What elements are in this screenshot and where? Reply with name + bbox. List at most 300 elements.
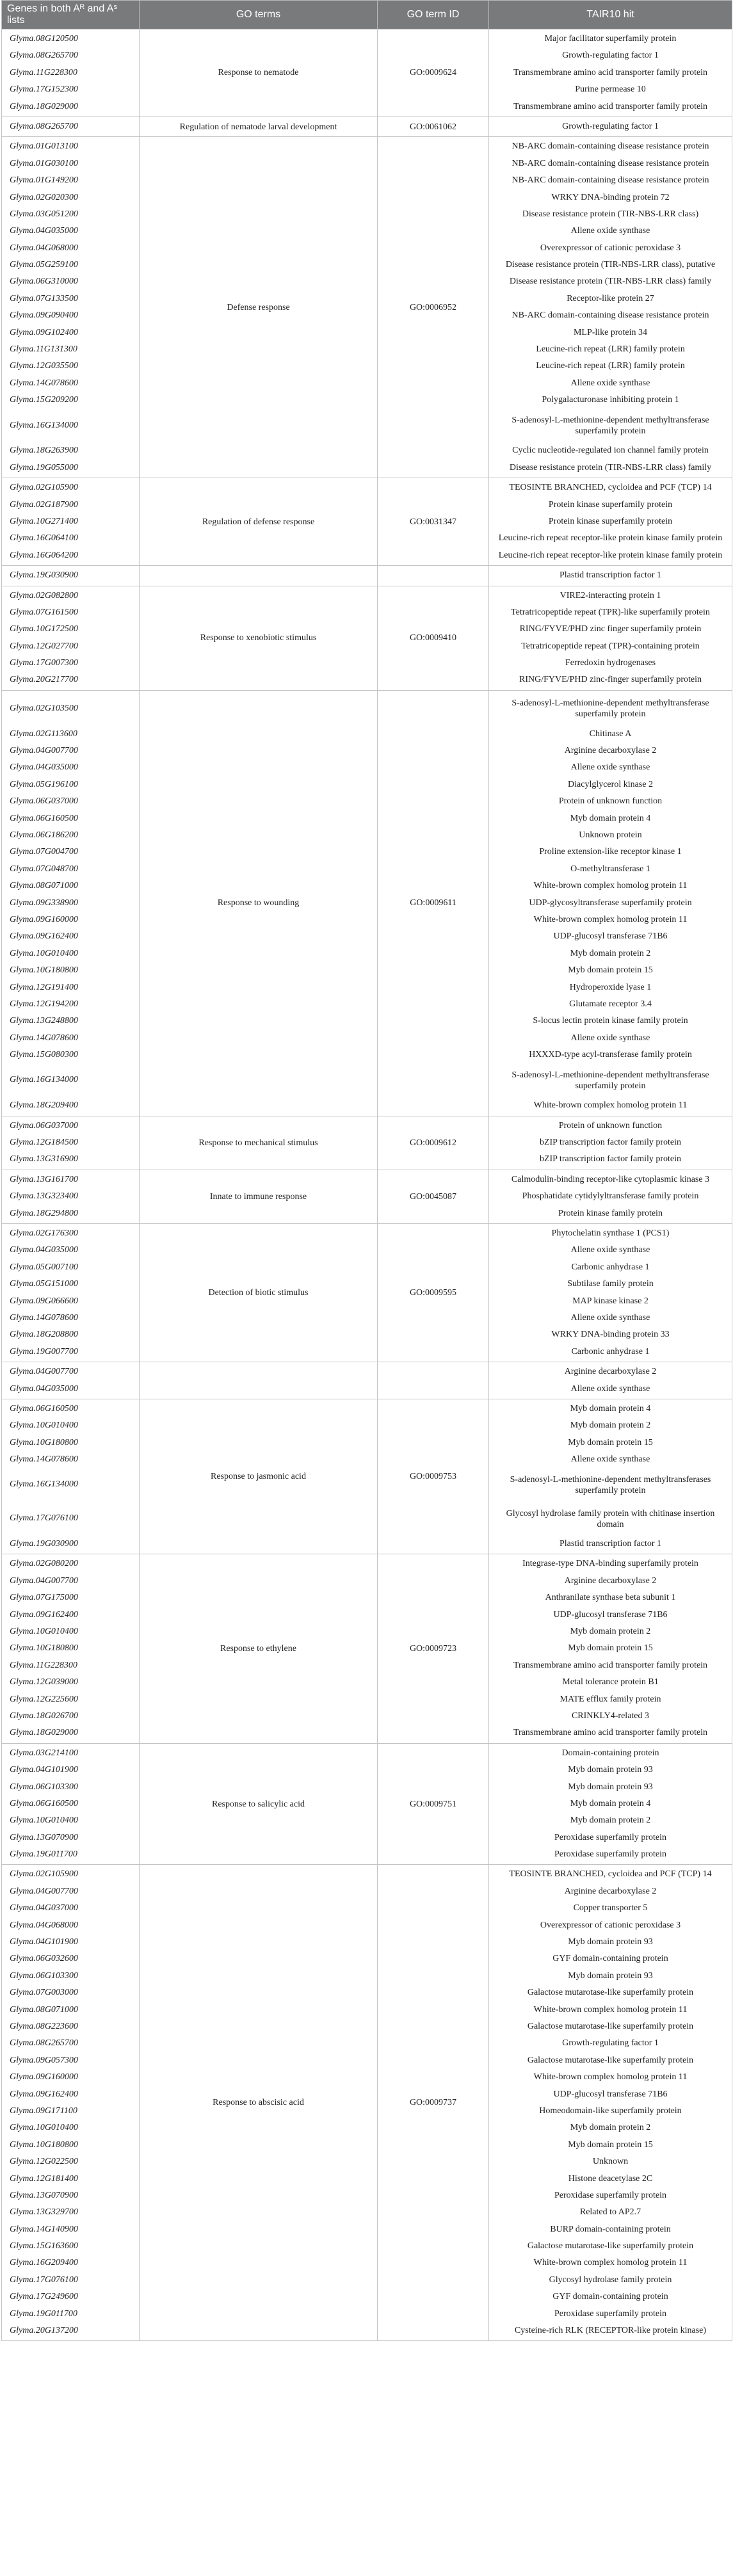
tair-hit: TEOSINTE BRANCHED, cycloidea and PCF (TCP) 14: [509, 1869, 712, 1880]
table-row: [2, 478, 732, 566]
tair-hit: Protein of unknown function: [558, 1120, 663, 1131]
tair-hit: MLP-like protein 34: [573, 327, 648, 337]
tair-hit: Allene oxide synthase: [570, 378, 650, 388]
tair-hit: Calmodulin-binding receptor-like cytoplasmic kinase 3: [511, 1174, 710, 1184]
tair-hit: Allene oxide synthase: [570, 1033, 650, 1043]
gene-id: Glyma.17G007300: [10, 658, 78, 668]
tair-hit-cell: [489, 1170, 732, 1223]
tair-hit: BURP domain-containing protein: [550, 2224, 671, 2234]
gene-id: Glyma.06G186200: [10, 830, 78, 840]
gene-id: Glyma.18G209400: [10, 1100, 78, 1111]
gene-id: Glyma.19G011700: [10, 1849, 77, 1860]
gene-id: Glyma.13G248800: [10, 1016, 78, 1026]
go-term-cell: Response to ethylene: [140, 1554, 378, 1743]
tair-hit-cell: [489, 1116, 732, 1170]
tair-hit: Metal tolerance protein B1: [562, 1677, 659, 1687]
genes-cell: [2, 1170, 140, 1223]
tair-hit: Plastid transcription factor 1: [559, 1539, 662, 1549]
go-term-cell: Response to abscisic acid: [140, 1865, 378, 2341]
gene-id: Glyma.17G076100: [10, 1513, 78, 1524]
go-id-cell: GO:0031347: [378, 478, 489, 566]
gene-id: Glyma.19G030900: [10, 1539, 78, 1549]
tair-hit: Allene oxide synthase: [570, 1383, 650, 1394]
gene-id: Glyma.09G090400: [10, 310, 78, 321]
tair-hit: NB-ARC domain-containing disease resistance protein: [511, 310, 709, 321]
tair-hit: Protein kinase superfamily protein: [548, 516, 673, 526]
tair-hit: Myb domain protein 4: [570, 1403, 651, 1413]
table-row: [2, 1116, 732, 1170]
gene-id: Glyma.01G030100: [10, 158, 78, 168]
gene-id: Glyma.13G161700: [10, 1174, 78, 1184]
gene-id: Glyma.02G176300: [10, 1228, 78, 1238]
gene-id: Glyma.20G137200: [10, 2326, 78, 2336]
table-row: [2, 29, 732, 117]
tair-hit: S-adenosyl-L-methionine-dependent methyltransferase superfamily protein: [511, 415, 709, 436]
gene-id: Glyma.13G323400: [10, 1191, 78, 1202]
tair-hit: NB-ARC domain-containing disease resistance protein: [511, 141, 709, 152]
gene-id: Glyma.13G316900: [10, 1154, 78, 1164]
gene-id: Glyma.08G223600: [10, 2022, 78, 2031]
go-enrichment-table: [1, 0, 732, 2341]
header-go-terms: GO terms: [140, 1, 378, 29]
gene-id: Glyma.09G162400: [10, 2089, 78, 2099]
gene-id: Glyma.03G051200: [10, 209, 78, 219]
gene-id: Glyma.02G105900: [10, 1869, 78, 1880]
go-id-cell: [378, 566, 489, 586]
tair-hit: Myb domain protein 15: [568, 1643, 653, 1654]
tair-hit: Major facilitator superfamily protein: [544, 34, 677, 44]
tair-hit-cell: [489, 117, 732, 136]
tair-hit: Disease resistance protein (TIR-NBS-LRR class): [522, 209, 699, 219]
tair-hit: bZIP transcription factor family protein: [539, 1154, 682, 1164]
tair-hit: Peroxidase superfamily protein: [554, 1832, 666, 1842]
tair-hit: White-brown complex homolog protein 11: [533, 914, 688, 924]
gene-id: Glyma.05G196100: [10, 779, 78, 789]
tair-hit: Arginine decarboxylase 2: [564, 746, 657, 756]
tair-hit: GYF domain-containing protein: [552, 1954, 668, 1964]
gene-id: Glyma.16G134000: [10, 1479, 78, 1490]
tair-hit: CRINKLY4-related 3: [571, 1711, 650, 1721]
gene-id: Glyma.16G064200: [10, 550, 78, 560]
gene-id: Glyma.14G078600: [10, 1312, 78, 1323]
tair-hit: Glycosyl hydrolase family protein with chitinase insertion domain: [506, 1508, 715, 1529]
go-term-cell: Regulation of defense response: [140, 478, 378, 566]
tair-hit: bZIP transcription factor family protein: [539, 1138, 682, 1148]
genes-cell: [2, 1743, 140, 1865]
tair-hit: Peroxidase superfamily protein: [554, 2190, 666, 2200]
tair-hit: Leucine-rich repeat receptor-like protein kinase family protein: [498, 550, 723, 560]
gene-id: Glyma.07G133500: [10, 293, 78, 303]
tair-hit: UDP-glucosyl transferase 71B6: [553, 931, 668, 942]
gene-id: Glyma.09G162400: [10, 931, 78, 942]
tair-hit: HXXXD-type acyl-transferase family protein: [529, 1050, 692, 1060]
tair-hit: Carbonic anhydrase 1: [571, 1262, 650, 1272]
tair-hit: White-brown complex homolog protein 11: [533, 2072, 688, 2082]
tair-hit: Glutamate receptor 3.4: [569, 999, 652, 1009]
gene-id: Glyma.09G102400: [10, 327, 78, 337]
gene-id: Glyma.04G035000: [10, 762, 78, 773]
gene-id: Glyma.17G152300: [10, 85, 78, 95]
gene-id: Glyma.16G064100: [10, 533, 78, 543]
tair-hit: Myb domain protein 2: [570, 948, 651, 958]
tair-hit-cell: [489, 690, 732, 1116]
gene-id: Glyma.09G066600: [10, 1296, 78, 1306]
table-row: [2, 1865, 732, 2341]
tair-hit: S-adenosyl-L-methionine-dependent methyltransferase superfamily protein: [511, 698, 709, 720]
tair-hit: Transmembrane amino acid transporter family protein: [513, 1728, 708, 1738]
tair-hit: NB-ARC domain-containing disease resistance protein: [511, 158, 709, 168]
tair-hit: Leucine-rich repeat receptor-like protein kinase family protein: [498, 533, 723, 543]
tair-hit: Myb domain protein 15: [568, 965, 653, 976]
tair-hit: Overexpressor of cationic peroxidase 3: [540, 1920, 681, 1930]
gene-id: Glyma.11G131300: [10, 344, 77, 355]
tair-hit: RING/FYVE/PHD zinc finger superfamily protein: [519, 624, 702, 634]
tair-hit: Phosphatidate cytidylyltransferase family protein: [522, 1191, 699, 1202]
tair-hit-cell: [489, 1399, 732, 1554]
gene-id: Glyma.14G078600: [10, 378, 78, 388]
go-term-cell: [140, 566, 378, 586]
tair-hit: Anthranilate synthase beta subunit 1: [545, 1593, 676, 1603]
table-row: [2, 586, 732, 690]
gene-id: Glyma.02G113600: [10, 729, 77, 739]
gene-id: Glyma.04G101900: [10, 1937, 78, 1947]
gene-id: Glyma.19G011700: [10, 2308, 77, 2319]
go-term-cell: Response to wounding: [140, 690, 378, 1116]
gene-id: Glyma.16G134000: [10, 420, 78, 430]
tair-hit: Allene oxide synthase: [570, 762, 650, 773]
gene-id: Glyma.06G037000: [10, 796, 78, 807]
gene-id: Glyma.12G225600: [10, 1694, 78, 1704]
tair-hit: Chitinase A: [589, 729, 632, 739]
tair-hit: Cyclic nucleotide-regulated ion channel family protein: [512, 446, 709, 456]
tair-hit: Disease resistance protein (TIR-NBS-LRR class) family: [509, 277, 712, 287]
gene-id: Glyma.04G007700: [10, 1367, 78, 1377]
tair-hit: Protein of unknown function: [558, 796, 663, 807]
gene-id: Glyma.12G194200: [10, 999, 78, 1009]
tair-hit: Related to AP2.7: [579, 2207, 641, 2218]
tair-hit: Glycosyl hydrolase family protein: [549, 2274, 672, 2285]
tair-hit-cell: [489, 29, 732, 117]
table-row: [2, 1224, 732, 1362]
tair-hit-cell: [489, 478, 732, 566]
gene-id: Glyma.09G162400: [10, 1609, 78, 1620]
tair-hit: WRKY DNA-binding protein 33: [551, 1330, 670, 1340]
tair-hit: Arginine decarboxylase 2: [564, 1367, 657, 1377]
tair-hit: Allene oxide synthase: [570, 226, 650, 236]
genes-cell: [2, 566, 140, 586]
tair-hit-cell: [489, 586, 732, 690]
gene-id: Glyma.08G265700: [10, 51, 78, 61]
go-term-cell: [140, 1362, 378, 1399]
tair-hit: Arginine decarboxylase 2: [564, 1575, 657, 1586]
genes-cell: [2, 137, 140, 478]
gene-id: Glyma.07G175000: [10, 1593, 78, 1603]
go-id-cell: GO:0009410: [378, 586, 489, 690]
gene-id: Glyma.04G035000: [10, 1245, 78, 1255]
tair-hit: Myb domain protein 93: [568, 1765, 653, 1775]
gene-id: Glyma.07G003000: [10, 1988, 78, 1998]
gene-id: Glyma.14G078600: [10, 1033, 78, 1043]
tair-hit: Myb domain protein 2: [570, 1815, 651, 1826]
genes-cell: [2, 117, 140, 136]
tair-hit: Receptor-like protein 27: [567, 293, 654, 303]
gene-id: Glyma.04G035000: [10, 226, 78, 236]
gene-id: Glyma.10G180800: [10, 2139, 78, 2150]
tair-hit: Transmembrane amino acid transporter family protein: [513, 1660, 708, 1670]
tair-hit: TEOSINTE BRANCHED, cycloidea and PCF (TCP) 14: [509, 483, 712, 493]
tair-hit: Growth-regulating factor 1: [562, 121, 659, 131]
table-row: [2, 566, 732, 586]
genes-cell: [2, 1865, 140, 2341]
gene-id: Glyma.18G029000: [10, 101, 78, 111]
gene-id: Glyma.10G180800: [10, 1643, 78, 1654]
header-row: [2, 1, 732, 29]
gene-id: Glyma.18G029000: [10, 1728, 78, 1738]
tair-hit-cell: [489, 1743, 732, 1865]
gene-id: Glyma.08G120500: [10, 34, 78, 44]
tair-hit: Allene oxide synthase: [570, 1245, 650, 1255]
tair-hit: Protein kinase superfamily protein: [548, 499, 673, 510]
tair-hit: Copper transporter 5: [573, 1903, 648, 1913]
table-row: [2, 1743, 732, 1865]
gene-id: Glyma.06G037000: [10, 1120, 78, 1131]
go-term-cell: Response to jasmonic acid: [140, 1399, 378, 1554]
gene-id: Glyma.09G171100: [10, 2105, 77, 2116]
go-id-cell: GO:0009723: [378, 1554, 489, 1743]
gene-id: Glyma.04G101900: [10, 1765, 78, 1775]
tair-hit: Homeodomain-like superfamily protein: [539, 2105, 682, 2116]
go-term-cell: Response to nematode: [140, 29, 378, 117]
gene-id: Glyma.13G070900: [10, 1832, 78, 1842]
tair-hit: Transmembrane amino acid transporter family protein: [513, 101, 708, 111]
gene-id: Glyma.10G010400: [10, 2123, 78, 2133]
gene-id: Glyma.10G010400: [10, 1815, 78, 1826]
go-id-cell: GO:0009751: [378, 1743, 489, 1865]
tair-hit: Ferredoxin hydrogenases: [565, 658, 656, 668]
tair-hit: Histone deacetylase 2C: [568, 2173, 653, 2184]
tair-hit: Growth-regulating factor 1: [562, 51, 659, 61]
genes-cell: [2, 1554, 140, 1743]
gene-id: Glyma.04G037000: [10, 1903, 78, 1913]
tair-hit: Unknown: [592, 2157, 629, 2167]
tair-hit: Purine permease 10: [575, 85, 646, 95]
tair-hit: White-brown complex homolog protein 11: [533, 1100, 688, 1111]
gene-id: Glyma.08G265700: [10, 2038, 78, 2049]
gene-id: Glyma.06G160500: [10, 1403, 78, 1413]
tair-hit: Galactose mutarotase-like superfamily protein: [527, 2022, 694, 2031]
go-id-cell: GO:0009753: [378, 1399, 489, 1554]
tair-hit: Plastid transcription factor 1: [559, 570, 662, 581]
tair-hit: S-locus lectin protein kinase family protein: [533, 1016, 688, 1026]
tair-hit: Carbonic anhydrase 1: [571, 1346, 650, 1356]
tair-hit: Allene oxide synthase: [570, 1312, 650, 1323]
table-row: [2, 137, 732, 478]
genes-cell: [2, 690, 140, 1116]
gene-id: Glyma.08G071000: [10, 2004, 78, 2015]
gene-id: Glyma.09G160000: [10, 2072, 78, 2082]
gene-id: Glyma.09G057300: [10, 2055, 78, 2065]
table-body: [2, 29, 732, 2341]
table-row: [2, 117, 732, 136]
gene-id: Glyma.01G149200: [10, 175, 78, 186]
gene-id: Glyma.10G180800: [10, 965, 78, 976]
go-term-cell: Response to xenobiotic stimulus: [140, 586, 378, 690]
tair-hit: Tetratricopeptide repeat (TPR)-like superfamily protein: [511, 607, 710, 617]
table-row: [2, 1170, 732, 1223]
gene-id: Glyma.15G163600: [10, 2241, 78, 2251]
tair-hit: Myb domain protein 93: [568, 1937, 653, 1947]
tair-hit: Phytochelatin synthase 1 (PCS1): [551, 1228, 670, 1238]
gene-id: Glyma.13G329700: [10, 2207, 78, 2218]
tair-hit: Growth-regulating factor 1: [562, 2038, 659, 2049]
tair-hit: Cysteine-rich RLK (RECEPTOR-like protein kinase): [514, 2326, 707, 2336]
genes-cell: [2, 1116, 140, 1170]
gene-id: Glyma.09G338900: [10, 898, 78, 908]
tair-hit: Peroxidase superfamily protein: [554, 2308, 666, 2319]
tair-hit: Myb domain protein 15: [568, 1437, 653, 1447]
tair-hit: Protein kinase family protein: [558, 1208, 663, 1218]
go-id-cell: GO:0009595: [378, 1224, 489, 1362]
go-term-cell: Response to mechanical stimulus: [140, 1116, 378, 1170]
gene-id: Glyma.04G068000: [10, 1920, 78, 1930]
gene-id: Glyma.07G161500: [10, 607, 78, 617]
tair-hit: Myb domain protein 2: [570, 2123, 651, 2133]
gene-id: Glyma.14G140900: [10, 2224, 78, 2234]
tair-hit: Overexpressor of cationic peroxidase 3: [540, 243, 681, 253]
tair-hit: Galactose mutarotase-like superfamily protein: [527, 1988, 694, 1998]
gene-id: Glyma.11G228300: [10, 67, 77, 77]
header-go-id: GO term ID: [378, 1, 489, 29]
tair-hit: Myb domain protein 2: [570, 1421, 651, 1431]
tair-hit: White-brown complex homolog protein 11: [533, 881, 688, 891]
header-tair-hit: TAIR10 hit: [489, 1, 732, 29]
tair-hit: VIRE2-interacting protein 1: [560, 590, 661, 600]
gene-id: Glyma.12G035500: [10, 361, 78, 371]
gene-id: Glyma.15G209200: [10, 395, 78, 405]
gene-id: Glyma.04G035000: [10, 1383, 78, 1394]
go-id-cell: GO:0009737: [378, 1865, 489, 2341]
genes-cell: [2, 586, 140, 690]
table-row: [2, 1362, 732, 1399]
go-id-cell: GO:0009611: [378, 690, 489, 1116]
tair-hit: Arginine decarboxylase 2: [564, 1886, 657, 1896]
tair-hit-cell: [489, 566, 732, 586]
gene-id: Glyma.09G160000: [10, 914, 78, 924]
tair-hit: GYF domain-containing protein: [552, 2292, 668, 2302]
genes-cell: [2, 29, 140, 117]
go-id-cell: GO:0061062: [378, 117, 489, 136]
gene-id: Glyma.18G026700: [10, 1711, 78, 1721]
gene-id: Glyma.06G032600: [10, 1954, 78, 1964]
go-id-cell: GO:0006952: [378, 137, 489, 478]
gene-id: Glyma.10G010400: [10, 948, 78, 958]
tair-hit: Hydroperoxide lyase 1: [569, 982, 652, 992]
gene-id: Glyma.04G007700: [10, 1886, 78, 1896]
table-row: [2, 690, 732, 1116]
tair-hit: Tetratricopeptide repeat (TPR)-containing protein: [521, 641, 700, 651]
gene-id: Glyma.12G181400: [10, 2173, 78, 2184]
gene-id: Glyma.18G263900: [10, 446, 78, 456]
tair-hit: Subtilase family protein: [567, 1279, 654, 1289]
gene-id: Glyma.12G184500: [10, 1138, 78, 1148]
tair-hit: Disease resistance protein (TIR-NBS-LRR class), putative: [505, 260, 716, 270]
gene-id: Glyma.17G249600: [10, 2292, 78, 2302]
go-term-cell: Regulation of nematode larval development: [140, 117, 378, 136]
go-term-cell: Innate to immune response: [140, 1170, 378, 1223]
go-id-cell: GO:0045087: [378, 1170, 489, 1223]
gene-id: Glyma.12G027700: [10, 641, 78, 651]
gene-id: Glyma.19G007700: [10, 1346, 78, 1356]
gene-id: Glyma.05G151000: [10, 1279, 78, 1289]
tair-hit: Proline extension-like receptor kinase 1: [539, 847, 682, 857]
tair-hit: Myb domain protein 4: [570, 813, 651, 823]
gene-id: Glyma.06G103300: [10, 1970, 78, 1981]
gene-id: Glyma.14G078600: [10, 1454, 78, 1465]
gene-id: Glyma.05G007100: [10, 1262, 78, 1272]
tair-hit: Peroxidase superfamily protein: [554, 1849, 666, 1860]
gene-id: Glyma.04G007700: [10, 1575, 78, 1586]
tair-hit: NB-ARC domain-containing disease resistance protein: [511, 175, 709, 186]
tair-hit: UDP-glucosyl transferase 71B6: [553, 2089, 668, 2099]
table-row: [2, 1554, 732, 1743]
tair-hit: Polygalacturonase inhibiting protein 1: [542, 395, 679, 405]
gene-id: Glyma.17G076100: [10, 2274, 78, 2285]
genes-cell: [2, 1362, 140, 1399]
tair-hit: Myb domain protein 2: [570, 1627, 651, 1637]
gene-id: Glyma.05G259100: [10, 260, 78, 270]
genes-cell: [2, 1399, 140, 1554]
gene-id: Glyma.02G103500: [10, 703, 78, 713]
gene-id: Glyma.08G265700: [10, 121, 78, 131]
tair-hit: UDP-glucosyl transferase 71B6: [553, 1609, 668, 1620]
gene-id: Glyma.10G172500: [10, 624, 78, 634]
tair-hit: Galactose mutarotase-like superfamily protein: [527, 2055, 694, 2065]
tair-hit: Diacylglycerol kinase 2: [568, 779, 653, 789]
gene-id: Glyma.12G022500: [10, 2157, 78, 2167]
tair-hit: Integrase-type DNA-binding superfamily protein: [522, 1559, 698, 1569]
tair-hit: Leucine-rich repeat (LRR) family protein: [536, 344, 685, 355]
gene-id: Glyma.01G013100: [10, 141, 78, 152]
gene-id: Glyma.07G048700: [10, 864, 78, 874]
gene-id: Glyma.06G160500: [10, 1798, 78, 1808]
gene-id: Glyma.18G208800: [10, 1330, 78, 1340]
gene-id: Glyma.06G310000: [10, 277, 78, 287]
gene-id: Glyma.07G004700: [10, 847, 78, 857]
gene-id: Glyma.15G080300: [10, 1050, 78, 1060]
gene-id: Glyma.04G068000: [10, 243, 78, 253]
tair-hit: Transmembrane amino acid transporter family protein: [513, 67, 708, 77]
table-row: [2, 1399, 732, 1554]
tair-hit: Myb domain protein 15: [568, 2139, 653, 2150]
gene-id: Glyma.10G010400: [10, 1421, 78, 1431]
gene-id: Glyma.02G020300: [10, 192, 78, 202]
gene-id: Glyma.11G228300: [10, 1660, 77, 1670]
gene-id: Glyma.19G055000: [10, 462, 78, 472]
tair-hit-cell: [489, 137, 732, 478]
tair-hit: Disease resistance protein (TIR-NBS-LRR class) family: [509, 462, 712, 472]
tair-hit: Myb domain protein 93: [568, 1970, 653, 1981]
gene-id: Glyma.02G187900: [10, 499, 78, 510]
tair-hit: Galactose mutarotase-like superfamily protein: [527, 2241, 694, 2251]
gene-id: Glyma.12G191400: [10, 982, 78, 992]
go-term-cell: Defense response: [140, 137, 378, 478]
go-id-cell: GO:0009612: [378, 1116, 489, 1170]
tair-hit: Myb domain protein 93: [568, 1782, 653, 1792]
tair-hit: Myb domain protein 4: [570, 1798, 651, 1808]
genes-cell: [2, 478, 140, 566]
gene-id: Glyma.08G071000: [10, 881, 78, 891]
tair-hit-cell: [489, 1224, 732, 1362]
